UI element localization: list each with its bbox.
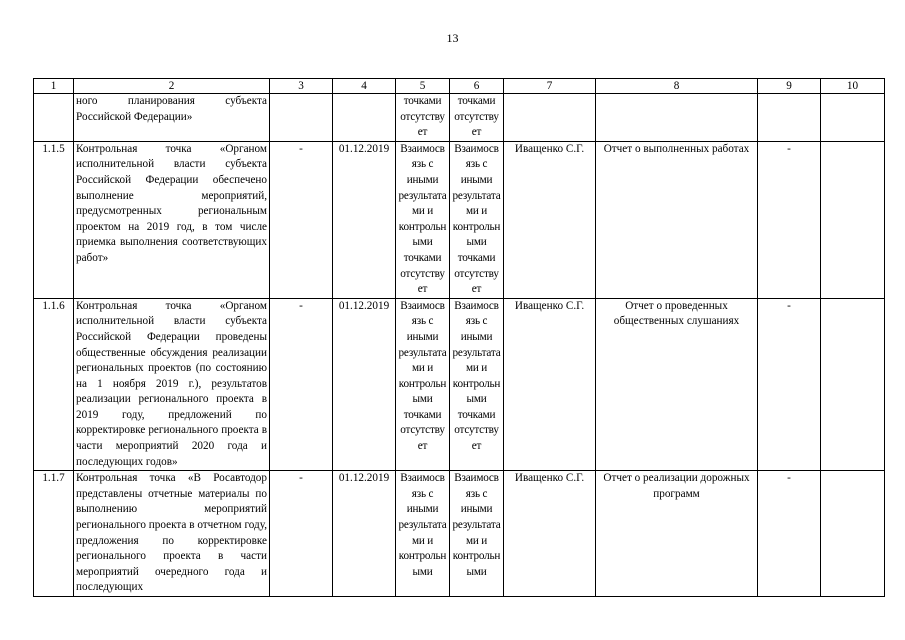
- column-number: 10: [821, 79, 885, 94]
- cell-col10: [821, 141, 885, 298]
- column-number: 7: [504, 79, 596, 94]
- report-type: [596, 94, 758, 142]
- column-number: 3: [270, 79, 333, 94]
- cell-col3: [270, 94, 333, 142]
- table-row: [34, 298, 885, 471]
- control-point-description: Контрольная точка «В Росавтодор представлены отчетные материалы по выполнению мероприятий регионального проекта в отчетном году, предложения по корректировке регионального проекта в части мероприятий очередного года и последующих: [74, 471, 270, 597]
- table-row: [34, 141, 885, 298]
- column-number-row: [34, 79, 885, 94]
- table-row: [34, 471, 885, 597]
- control-point-description: ного планирования субъекта Российской Федерации»: [74, 94, 270, 142]
- column-number: 6: [450, 79, 504, 94]
- due-date: 01.12.2019: [333, 298, 396, 471]
- due-date: 01.12.2019: [333, 141, 396, 298]
- cell-col3: -: [270, 141, 333, 298]
- table-row: [34, 94, 885, 142]
- relationship-note: Взаимосвязь с иными результатами и контрольными точками отсутствует: [396, 141, 450, 298]
- item-number: 1.1.6: [34, 298, 74, 471]
- due-date: 01.12.2019: [333, 471, 396, 597]
- control-point-description: Контрольная точка «Органом исполнительной власти субъекта Российской Федерации проведены общественные обсуждения реализации региональных проектов (по состоянию на 1 ноября 2019 г.), результатов реализации регионального проекта в 2019 году, предложений по корректировке регионального проекта в части мероприятий 2020 года и последующих годов»: [74, 298, 270, 471]
- report-type: Отчет о реализации дорожных программ: [596, 471, 758, 597]
- page-number: 13: [446, 31, 459, 45]
- relationship-note: Взаимосвязь с иными результатами и контрольными: [396, 471, 450, 597]
- relationship-note: Взаимосвязь с иными результатами и контрольными: [450, 471, 504, 597]
- relationship-note: Взаимосвязь с иными результатами и контрольными точками отсутствует: [450, 298, 504, 471]
- cell-col9: -: [758, 141, 821, 298]
- cell-col9: -: [758, 298, 821, 471]
- cell-col10: [821, 94, 885, 142]
- control-points-table: [33, 78, 885, 597]
- column-number: 4: [333, 79, 396, 94]
- responsible-person: Иващенко С.Г.: [504, 471, 596, 597]
- cell-col10: [821, 298, 885, 471]
- cell-col3: -: [270, 298, 333, 471]
- column-number: 2: [74, 79, 270, 94]
- column-number: 8: [596, 79, 758, 94]
- responsible-person: Иващенко С.Г.: [504, 141, 596, 298]
- relationship-note: точками отсутствует: [450, 94, 504, 142]
- item-number: 1.1.5: [34, 141, 74, 298]
- column-number: 1: [34, 79, 74, 94]
- control-point-description: Контрольная точка «Органом исполнительной власти субъекта Российской Федерации обеспечено выполнение мероприятий, предусмотренных региональным проектом на 2019 год, в том числе приемка выполнения соответствующих работ»: [74, 141, 270, 298]
- relationship-note: Взаимосвязь с иными результатами и контрольными точками отсутствует: [396, 298, 450, 471]
- cell-col10: [821, 471, 885, 597]
- item-number: [34, 94, 74, 142]
- relationship-note: точками отсутствует: [396, 94, 450, 142]
- report-type: Отчет о выполненных работах: [596, 141, 758, 298]
- responsible-person: [504, 94, 596, 142]
- due-date: [333, 94, 396, 142]
- cell-col9: [758, 94, 821, 142]
- responsible-person: Иващенко С.Г.: [504, 298, 596, 471]
- item-number: 1.1.7: [34, 471, 74, 597]
- column-number: 5: [396, 79, 450, 94]
- relationship-note: Взаимосвязь с иными результатами и контрольными точками отсутствует: [450, 141, 504, 298]
- report-type: Отчет о проведенных общественных слушаниях: [596, 298, 758, 471]
- cell-col3: -: [270, 471, 333, 597]
- column-number: 9: [758, 79, 821, 94]
- cell-col9: -: [758, 471, 821, 597]
